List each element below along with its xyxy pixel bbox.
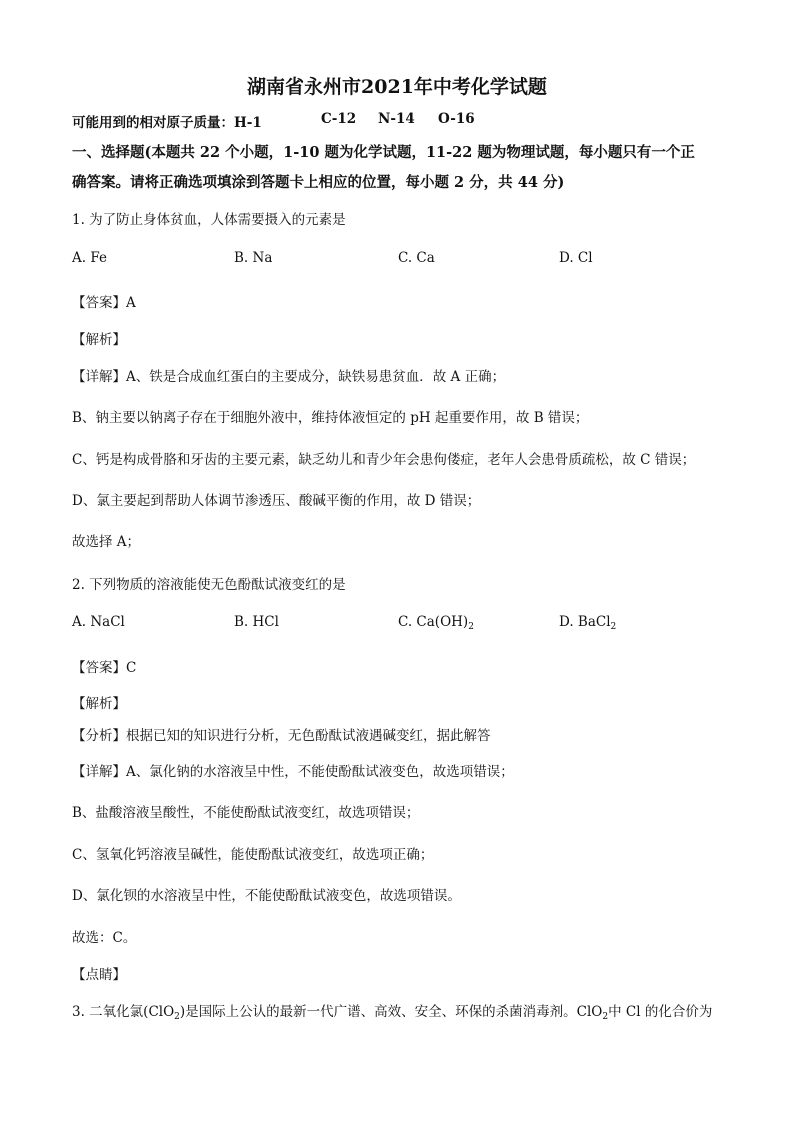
q1-option-c: C. Ca [398,250,435,266]
q2-detail-line: C、氢氧化钙溶液呈碱性，能使酚酞试液变红，故选项正确； [72,847,434,863]
q1-detail-line: D、氯主要起到帮助人体调节渗透压、酸碱平衡的作用，故 D 错误； [72,493,481,509]
atomic-mass-c: C-12 [321,111,357,127]
q2-answer: 【答案】C [72,660,137,676]
section-heading-line1: 一、选择题(本题共 22 个小题，1-10 题为化学试题，11-22 题为物理试题，每小题只有一个正 [72,144,695,161]
atomic-mass-line [72,111,475,131]
q1-option-d: D. Cl [559,250,593,266]
atomic-mass-n: N-14 [378,111,415,127]
q1-detail-line: B、钠主要以钠离子存在于细胞外液中，维持体液恒定的 pH 起重要作用，故 B 错误； [72,410,589,426]
q3-stem [72,1000,712,1022]
q1-answer: 【答案】A [72,295,136,311]
q2-analysis-label: 【解析】 [72,696,126,712]
q3-subscript: 2 [174,1012,180,1022]
q2-detail-line: D、氯化钡的水溶液呈中性，不能使酚酞试液变色，故选项错误。 [72,888,461,904]
q1-option-a: A. Fe [72,250,107,266]
q1-detail-line: 【详解】A、铁是合成血红蛋白的主要成分，缺铁易患贫血．故 A 正确； [72,369,506,385]
q2-conclusion: 故选：C。 [72,930,137,946]
q2-analysis: 【分析】根据已知的知识进行分析，无色酚酞试液遇碱变红，据此解答 [72,728,491,744]
q2-option-b: B. HCl [234,614,279,630]
q1-conclusion: 故选择 A； [72,534,141,550]
q2-option-d [559,614,616,632]
atomic-mass-o: O-16 [438,111,475,127]
q3-stem-part: 中 Cl 的化合价为 [608,1004,713,1020]
q1-analysis-label: 【解析】 [72,332,126,348]
q2-comment-label: 【点睛】 [72,967,126,983]
q3-stem-part: )是国际上公认的最新一代广谱、高效、安全、环保的杀菌消毒剂。ClO [179,1004,603,1020]
q2-detail-line: B、盐酸溶液呈酸性，不能使酚酞试液变红，故选项错误； [72,805,420,821]
q2-stem: 2. 下列物质的溶液能使无色酚酞试液变红的是 [72,577,346,593]
q2-option-a: A. NaCl [72,614,125,630]
q1-detail-line: C、钙是构成骨胳和牙齿的主要元素，缺乏幼儿和青少年会患佝偻症，老年人会患骨质疏松，故 C 错误； [72,452,696,468]
q2-detail-line: 【详解】A、氯化钠的水溶液呈中性，不能使酚酞试液变色，故选项错误； [72,764,514,780]
page-title: 湖南省永州市2021年中考化学试题 [247,76,547,98]
q2-option-c-text: C. Ca(OH) [398,614,469,630]
q3-subscript: 2 [602,1012,609,1022]
q1-stem: 1. 为了防止身体贫血，人体需要摄入的元素是 [72,212,346,228]
atomic-mass-h: H-1 [234,115,262,131]
q2-option-c-subscript: 2 [468,622,474,632]
q3-stem-part: 3. 二氧化氯(ClO [72,1004,175,1020]
q1-option-b: B. Na [234,250,273,266]
section-heading-line2: 确答案。请将正确选项填涂到答题卡上相应的位置，每小题 2 分，共 44 分) [72,174,565,191]
q2-option-d-subscript: 2 [610,622,617,632]
q2-option-d-text: D. BaCl [559,614,611,630]
q2-option-c [398,614,474,632]
atomic-mass-label: 可能用到的相对原子质量： [72,115,234,131]
